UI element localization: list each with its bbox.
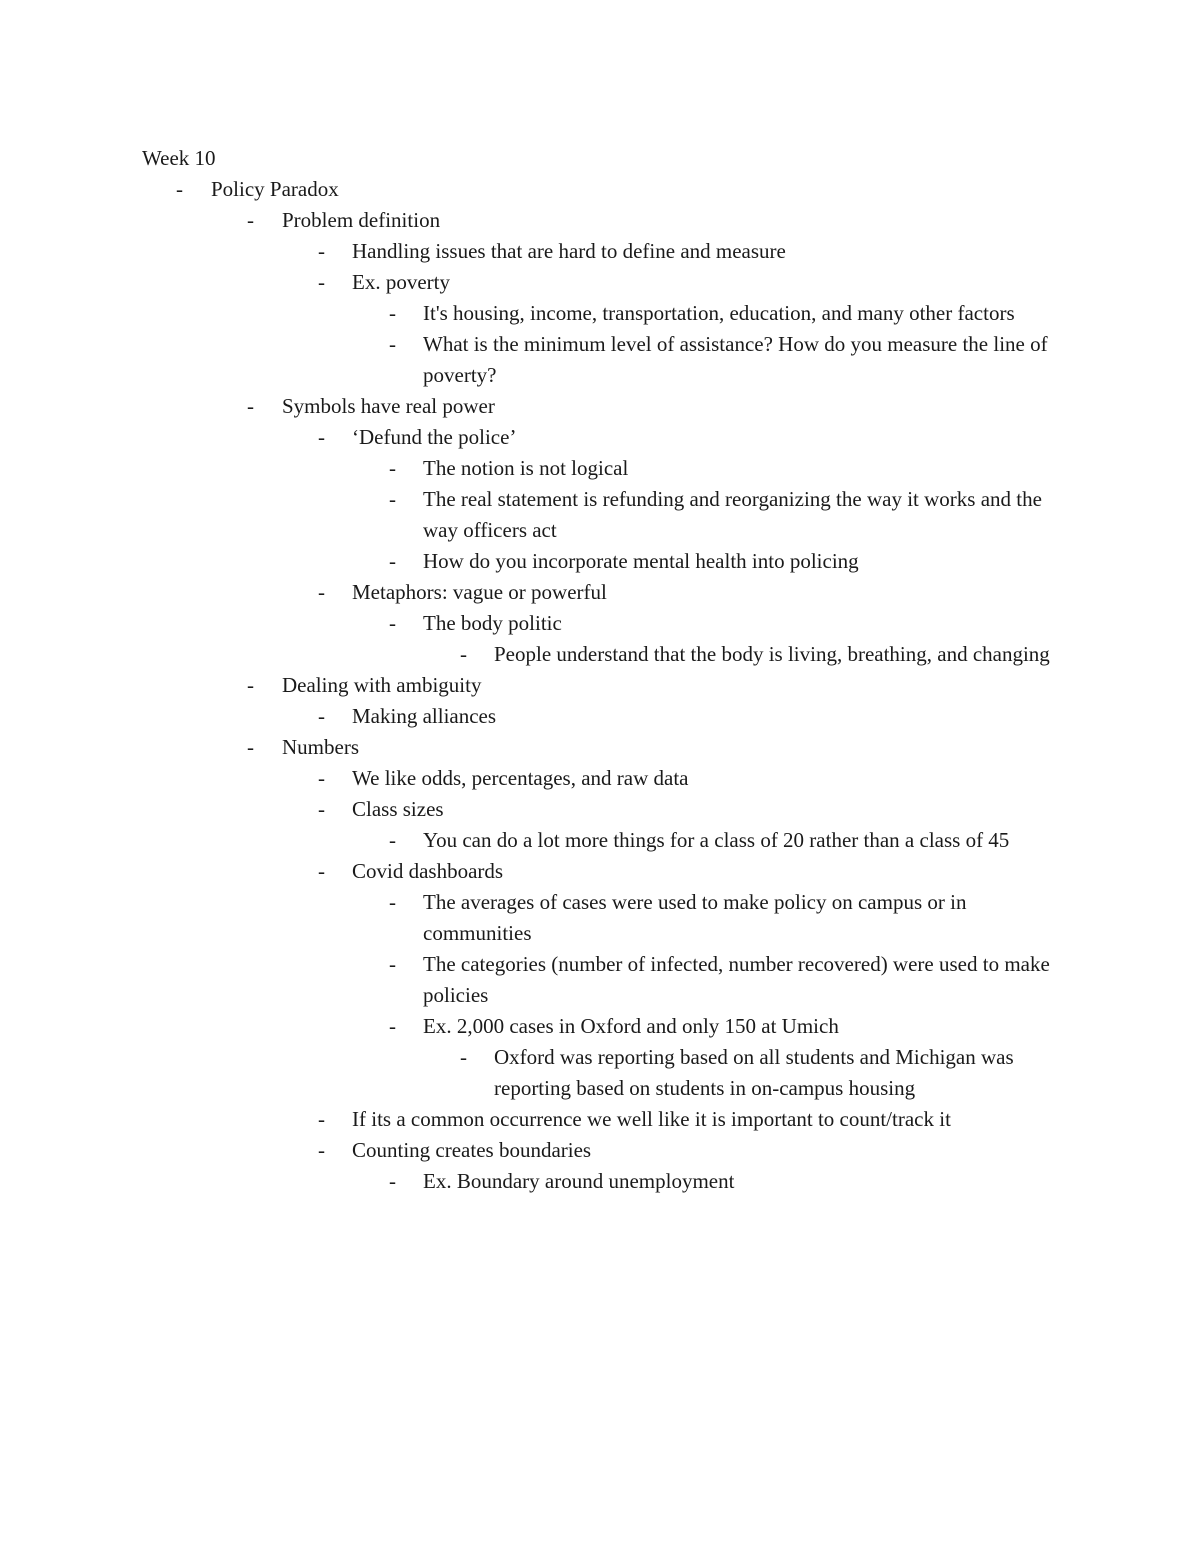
bullet-dash: - bbox=[318, 425, 325, 449]
outline-item bbox=[0, 701, 1200, 732]
outline-row bbox=[0, 453, 1200, 484]
outline-row bbox=[0, 484, 1200, 546]
bullet-dash: - bbox=[318, 766, 325, 790]
outline-list-level-5 bbox=[0, 639, 1200, 670]
bullet-dash: - bbox=[389, 456, 396, 480]
outline-item-text: The notion is not logical bbox=[423, 456, 629, 480]
outline-item-text: Metaphors: vague or powerful bbox=[352, 580, 607, 604]
outline-row bbox=[0, 856, 1200, 887]
outline-row bbox=[0, 732, 1200, 763]
outline-item-text: The averages of cases were used to make policy on campus or in communities bbox=[423, 890, 967, 945]
outline-row bbox=[0, 1011, 1200, 1042]
outline-row bbox=[0, 763, 1200, 794]
outline-item-text: Oxford was reporting based on all students and Michigan was reporting based on students in on-campus housing bbox=[494, 1045, 1014, 1100]
outline-item bbox=[0, 174, 1200, 1197]
outline-item-text: Covid dashboards bbox=[352, 859, 504, 883]
bullet-dash: - bbox=[389, 332, 396, 356]
outline-item-text: Handling issues that are hard to define and measure bbox=[352, 239, 786, 263]
outline-item-text: If its a common occurrence we well like it is important to count/track it bbox=[352, 1107, 951, 1131]
outline-row bbox=[0, 639, 1200, 670]
outline-row bbox=[0, 949, 1200, 1011]
outline-item-text: The categories (number of infected, number recovered) were used to make policies bbox=[423, 952, 1050, 1007]
outline-item-text: Policy Paradox bbox=[211, 177, 339, 201]
outline-item bbox=[0, 1135, 1200, 1197]
outline-item bbox=[0, 1166, 1200, 1197]
bullet-dash: - bbox=[318, 1138, 325, 1162]
outline-item-text: Numbers bbox=[282, 735, 359, 759]
outline-list-level-4 bbox=[0, 825, 1200, 856]
outline-item bbox=[0, 825, 1200, 856]
document-title: Week 10 bbox=[142, 146, 216, 170]
bullet-dash: - bbox=[318, 704, 325, 728]
bullet-dash: - bbox=[389, 549, 396, 573]
bullet-dash: - bbox=[247, 208, 254, 232]
outline-item-text: How do you incorporate mental health into policing bbox=[423, 549, 859, 573]
outline-list-level-3 bbox=[0, 422, 1200, 670]
bullet-dash: - bbox=[318, 797, 325, 821]
outline-item bbox=[0, 391, 1200, 670]
outline-item-text: We like odds, percentages, and raw data bbox=[352, 766, 689, 790]
bullet-dash: - bbox=[389, 301, 396, 325]
outline-row bbox=[0, 236, 1200, 267]
outline-item-text: Class sizes bbox=[352, 797, 444, 821]
outline-list-level-3 bbox=[0, 763, 1200, 1197]
outline-row bbox=[0, 577, 1200, 608]
outline-item bbox=[0, 205, 1200, 391]
outline-item bbox=[0, 856, 1200, 1104]
outline-item bbox=[0, 794, 1200, 856]
bullet-dash: - bbox=[460, 642, 467, 666]
outline-row bbox=[0, 267, 1200, 298]
outline-item bbox=[0, 949, 1200, 1011]
outline-item-text: The real statement is refunding and reorganizing the way it works and the way officers act bbox=[423, 487, 1042, 542]
outline-item-text: It's housing, income, transportation, education, and many other factors bbox=[423, 301, 1015, 325]
outline-item bbox=[0, 1104, 1200, 1135]
outline-item-text: Symbols have real power bbox=[282, 394, 495, 418]
bullet-dash: - bbox=[389, 611, 396, 635]
outline-row bbox=[0, 608, 1200, 639]
outline-row bbox=[0, 205, 1200, 236]
outline-row bbox=[0, 329, 1200, 391]
outline-item bbox=[0, 608, 1200, 670]
outline-list-level-4 bbox=[0, 887, 1200, 1104]
bullet-dash: - bbox=[460, 1045, 467, 1069]
outline-row bbox=[0, 1135, 1200, 1166]
bullet-dash: - bbox=[247, 673, 254, 697]
bullet-dash: - bbox=[389, 1169, 396, 1193]
bullet-dash: - bbox=[389, 828, 396, 852]
outline-row bbox=[0, 701, 1200, 732]
outline-item bbox=[0, 329, 1200, 391]
outline-row bbox=[0, 1104, 1200, 1135]
bullet-dash: - bbox=[389, 952, 396, 976]
bullet-dash: - bbox=[247, 735, 254, 759]
outline-item bbox=[0, 484, 1200, 546]
outline-row bbox=[0, 391, 1200, 422]
outline-row bbox=[0, 887, 1200, 949]
outline-item-text: What is the minimum level of assistance? How do you measure the line of poverty? bbox=[423, 332, 1048, 387]
outline-item bbox=[0, 670, 1200, 732]
bullet-dash: - bbox=[389, 487, 396, 511]
outline-item-text: Making alliances bbox=[352, 704, 497, 728]
outline-item bbox=[0, 639, 1200, 670]
outline-row bbox=[0, 825, 1200, 856]
outline-item bbox=[0, 732, 1200, 1197]
outline-item-text: The body politic bbox=[423, 611, 562, 635]
bullet-dash: - bbox=[247, 394, 254, 418]
outline-row bbox=[0, 546, 1200, 577]
bullet-dash: - bbox=[318, 239, 325, 263]
outline-item bbox=[0, 267, 1200, 391]
outline-list-level-4 bbox=[0, 608, 1200, 670]
outline-list-level-4 bbox=[0, 453, 1200, 577]
outline-item bbox=[0, 546, 1200, 577]
outline-item-text: You can do a lot more things for a class of 20 rather than a class of 45 bbox=[423, 828, 1010, 852]
outline-item-text: Ex. 2,000 cases in Oxford and only 150 at Umich bbox=[423, 1014, 839, 1038]
outline-row bbox=[0, 422, 1200, 453]
bullet-dash: - bbox=[389, 890, 396, 914]
outline-row bbox=[0, 1042, 1200, 1104]
outline-item-text: Ex. poverty bbox=[352, 270, 450, 294]
outline-item-text: ‘Defund the police’ bbox=[352, 425, 517, 449]
outline-item bbox=[0, 577, 1200, 670]
outline-row bbox=[0, 298, 1200, 329]
outline-list-level-4 bbox=[0, 1166, 1200, 1197]
bullet-dash: - bbox=[318, 580, 325, 604]
outline-item-text: Ex. Boundary around unemployment bbox=[423, 1169, 735, 1193]
bullet-dash: - bbox=[318, 859, 325, 883]
outline-list-level-1 bbox=[0, 174, 1200, 1197]
outline-list-level-2 bbox=[0, 205, 1200, 1197]
bullet-dash: - bbox=[176, 177, 183, 201]
outline-item bbox=[0, 1011, 1200, 1104]
outline-row bbox=[0, 174, 1200, 205]
outline-row bbox=[0, 670, 1200, 701]
outline-item bbox=[0, 422, 1200, 577]
outline-item bbox=[0, 453, 1200, 484]
bullet-dash: - bbox=[318, 1107, 325, 1131]
outline-row bbox=[0, 794, 1200, 825]
notes-outline bbox=[0, 174, 1200, 1197]
outline-item-text: Dealing with ambiguity bbox=[282, 673, 482, 697]
outline-item-text: Problem definition bbox=[282, 208, 441, 232]
outline-item bbox=[0, 298, 1200, 329]
outline-item bbox=[0, 1042, 1200, 1104]
outline-list-level-4 bbox=[0, 298, 1200, 391]
outline-list-level-3 bbox=[0, 236, 1200, 391]
outline-row bbox=[0, 1166, 1200, 1197]
outline-item-text: People understand that the body is living, breathing, and changing bbox=[494, 642, 1050, 666]
outline-item bbox=[0, 763, 1200, 794]
outline-item bbox=[0, 236, 1200, 267]
bullet-dash: - bbox=[389, 1014, 396, 1038]
bullet-dash: - bbox=[318, 270, 325, 294]
outline-list-level-5 bbox=[0, 1042, 1200, 1104]
outline-item-text: Counting creates boundaries bbox=[352, 1138, 592, 1162]
outline-item bbox=[0, 887, 1200, 949]
outline-list-level-3 bbox=[0, 701, 1200, 732]
